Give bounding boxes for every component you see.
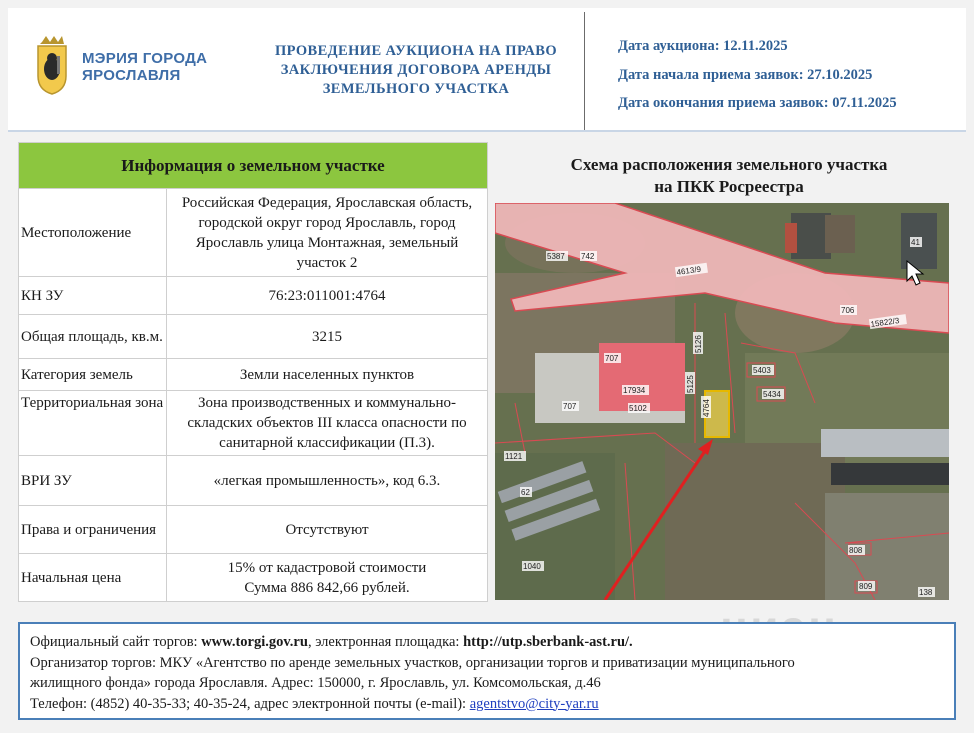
table-row: [19, 391, 488, 456]
yaroslavl-emblem-icon: [34, 36, 70, 96]
applications-start-date: Дата начала приема заявок: 27.10.2025: [618, 66, 873, 83]
parcel-label: 707: [563, 402, 577, 411]
header-banner: [8, 8, 966, 132]
footer-line-sites: [30, 632, 944, 653]
row-label-cadastral-number: КН ЗУ: [19, 277, 167, 315]
map-title-line-1: Схема расположения земельного участка: [570, 155, 888, 174]
auction-dates: [618, 38, 897, 124]
platform-label: , электронная площадка:: [307, 634, 464, 650]
email-link[interactable]: agentstvo@city-yar.ru: [469, 695, 599, 712]
row-label-land-category: Категория земель: [19, 359, 167, 391]
table-row: [19, 189, 488, 277]
parcel-label: 707: [605, 354, 619, 363]
site-label: Официальный сайт торгов:: [30, 634, 202, 650]
table-row: [19, 359, 488, 391]
row-value-area: 3215: [167, 315, 488, 359]
applications-end-date: Дата окончания приема заявок: 07.11.2025: [618, 95, 897, 111]
parcel-label: 706: [841, 306, 855, 315]
auction-title-line-2: ЗАКЛЮЧЕНИЯ ДОГОВОРА АРЕНДЫ: [280, 62, 552, 78]
table-row: [19, 456, 488, 506]
parcel-label: 5126: [694, 335, 703, 353]
row-value-location: Российская Федерация, Ярославская область, городской округ город Ярославль, город Ярославль улица Монтажная, земельный участок 2: [167, 189, 488, 277]
parcel-label: 62: [521, 488, 530, 497]
parcel-label: 5102: [629, 404, 647, 413]
parcel-label: 4613/9: [676, 264, 702, 277]
footer-line-phone: [30, 694, 944, 715]
info-table-heading: Информация о земельном участке: [19, 143, 488, 189]
row-label-rights-restrictions: Права и ограничения: [19, 506, 167, 554]
parcel-label: 15822/3: [870, 316, 900, 329]
auction-date: Дата аукциона: 12.11.2025: [618, 38, 788, 54]
parcel-label: 5125: [686, 375, 695, 393]
starting-price-line-2: Сумма 886 842,66 рублей.: [244, 579, 410, 596]
parcel-label: 1121: [505, 452, 523, 461]
parcel-label: 41: [911, 238, 920, 247]
row-value-permitted-use: «легкая промышленность», код 6.3.: [167, 456, 488, 506]
cadastral-map-image: [495, 203, 949, 600]
row-value-territorial-zone: Зона производственных и коммунально-складских объектов III класса опасности по санитарной классификации (П.3).: [167, 391, 488, 456]
table-row: [19, 277, 488, 315]
city-hall-logo: [34, 36, 224, 100]
map-title: [495, 154, 963, 198]
parcel-label: 5387: [547, 252, 565, 261]
header-divider: [584, 12, 585, 130]
table-row: [19, 554, 488, 602]
auction-title-line-1: ПРОВЕДЕНИЕ АУКЦИОНА НА ПРАВО: [274, 43, 557, 59]
auction-title-line-3: ЗЕМЕЛЬНОГО УЧАСТКА: [322, 81, 510, 97]
organizer-line-2: жилищного фонда» города Ярославля. Адрес: 150000, г. Ярославль, ул. Комсомольская, д.46: [30, 675, 601, 691]
parcel-label: 809: [859, 582, 873, 591]
row-value-land-category: Земли населенных пунктов: [167, 359, 488, 391]
row-label-permitted-use: ВРИ ЗУ: [19, 456, 167, 506]
parcel-label: 1040: [523, 562, 541, 571]
parcel-label: 17934: [623, 386, 646, 395]
map-title-line-2: на ПКК Росреестра: [654, 177, 804, 196]
row-label-territorial-zone: Территориальная зона: [19, 391, 167, 456]
contact-footer: [18, 622, 956, 720]
phone-text: Телефон: (4852) 40-35-33; 40-35-24, адрес электронной почты (e-mail):: [30, 695, 470, 712]
starting-price-line-1: 15% от кадастровой стоимости: [227, 559, 427, 576]
parcel-label: 808: [849, 546, 863, 555]
row-label-area: Общая площадь, кв.м.: [19, 315, 167, 359]
logo-line-1: МЭРИЯ ГОРОДА: [82, 50, 208, 67]
parcel-label: 5434: [763, 390, 781, 399]
parcel-label: 4764: [702, 399, 711, 417]
row-value-starting-price: [167, 554, 488, 602]
parcel-label: 742: [581, 252, 595, 261]
parcel-label: 138: [919, 588, 933, 597]
parcel-label: 5403: [753, 366, 771, 375]
auction-title: [238, 42, 594, 99]
torgi-site-link[interactable]: www.torgi.gov.ru: [201, 634, 308, 650]
row-value-cadastral-number: 76:23:011001:4764: [167, 277, 488, 315]
cadastral-map[interactable]: [495, 203, 949, 600]
table-row: [19, 506, 488, 554]
organizer-line-1: Организатор торгов: МКУ «Агентство по аренде земельных участков, организации торгов и приватизации муниципального: [30, 654, 795, 671]
row-value-rights-restrictions: Отсутствуют: [167, 506, 488, 554]
sberbank-platform-link[interactable]: http://utp.sberbank-ast.ru/.: [463, 634, 633, 650]
logo-line-2: ЯРОСЛАВЛЯ: [82, 67, 181, 84]
row-label-location: Местоположение: [19, 189, 167, 277]
table-row: [19, 315, 488, 359]
row-label-starting-price: Начальная цена: [19, 554, 167, 602]
land-plot-info-table: [18, 142, 488, 602]
